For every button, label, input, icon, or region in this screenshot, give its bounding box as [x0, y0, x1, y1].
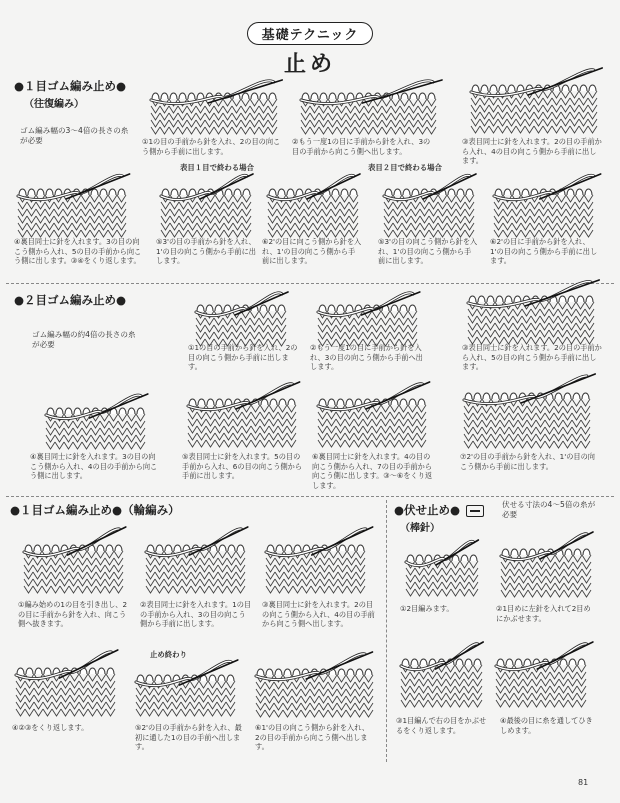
- section2-step4: ④裏目同士に針を入れます。3の目の向こう側から入れ、4の目の手前から向こう側に出します。: [30, 452, 158, 481]
- section4-diagram-4: [490, 640, 595, 708]
- label-end-two-knit: 表目２目で終わる場合: [368, 163, 442, 172]
- section1-diagram-8: [488, 172, 603, 234]
- section4-step4: ④最後の目に糸を通してひきしめます。: [500, 716, 593, 735]
- section3-step2: ②表目同士に針を入れます。1の目の手前から入れ、3の目の向こう側から手前に出します。: [140, 600, 252, 629]
- section1-diagram-7: [378, 172, 478, 234]
- divider-2: [6, 496, 614, 497]
- section4-step3: ③1目編んで右の目をかぶせるをくり返します。: [396, 716, 487, 735]
- section4-diagram-2: [495, 530, 595, 598]
- section2-step3: ③表目同士に針を入れます。2の目の手前から入れ、5の目の向こう側から手前に出します。: [462, 343, 602, 372]
- section3-diagram-4: [10, 648, 120, 718]
- section2-diagram-4: [40, 392, 150, 448]
- label-finish: 止め終わり: [150, 650, 187, 659]
- divider-vertical: [386, 500, 387, 762]
- section2-diagram-6: [312, 380, 432, 448]
- section1-step4: ④裏目同士に針を入れます。3の目の向こう側から入れ、5の目の手前から向こう側に出します。③④をくり返します。: [14, 237, 142, 266]
- section4-note: 伏せる寸法の4～5倍の糸が必要: [502, 500, 596, 520]
- header-title: 止め: [283, 52, 336, 77]
- section2-diagram-5: [182, 380, 302, 448]
- section2-step5: ⑤表目同士に針を入れます。5の目の手前から入れ、6の目の向こう側から手前に出します。: [182, 452, 303, 481]
- section1-end-step1: ⑤3'の目の手前から針を入れ、1'の目の向こう側から手前に出します。: [156, 237, 256, 266]
- section2-diagram-2: [312, 290, 422, 342]
- section4-title: [394, 502, 484, 518]
- section1-diagram-2: [295, 78, 445, 133]
- label-end-one-knit: 表目１目で終わる場合: [180, 163, 254, 172]
- section4-step2: ②1目めに左針を入れて2目めにかぶせます。: [496, 604, 591, 623]
- section2-step7: ⑦2'の目の手前から針を入れ、1'の目の向こう側から手前に出します。: [460, 452, 595, 471]
- section4-step1: ①2目編みます。: [400, 604, 454, 613]
- section2-diagram-3: [462, 278, 602, 342]
- section3-diagram-3: [260, 525, 375, 595]
- section3-step3: ③裏目同士に針を入れます。2の目の向こう側から入れ、4の目の手前から向こう側へ出します。: [262, 600, 375, 629]
- section3-diagram-2: [140, 525, 250, 595]
- section1-step2: ②もう一度1の目に手前から針を入れ、3の目の手前から向こう側へ出します。: [292, 137, 431, 156]
- section3-step4: ④②③をくり返します。: [12, 723, 89, 732]
- section3-step6: ⑥1'の目の向こう側から針を入れ、2の目の手前から向こう側へ出します。: [255, 723, 370, 752]
- section1-diagram-6: [262, 172, 362, 234]
- section1-subtitle: （往復編み）: [24, 99, 84, 110]
- section4-diagram-1: [400, 538, 480, 598]
- section2-step6: ⑥裏目同士に針を入れます。4の目の向こう側から入れ、7の目の手前から向こう側に出します。③～⑥をくり返します。: [312, 452, 433, 491]
- section4-title-text: ●伏せ止め●: [394, 503, 461, 517]
- section1-note: ゴム編み幅の3～4倍の長さの糸が必要: [20, 126, 129, 146]
- section1-end-step4: ⑥2'の目に手前から針を入れ、1'の目の向こう側から手前に出します。: [490, 237, 598, 266]
- section4-subtitle: （棒針）: [400, 523, 440, 534]
- section2-note: ゴム編み幅の約4倍の長さの糸が必要: [32, 330, 136, 350]
- section1-diagram-3: [465, 66, 605, 134]
- section2-step1: ①1の目の手前から針を入れ、2の目の向こう側から手前に出します。: [188, 343, 298, 372]
- section3-diagram-1: [18, 525, 128, 595]
- section1-diagram-5: [155, 172, 255, 234]
- section1-diagram-1: [145, 78, 285, 133]
- cast-off-symbol-icon: [466, 505, 484, 517]
- section3-diagram-5: [130, 658, 240, 718]
- section3-step5: ⑤2'の目の手前から針を入れ、最初に通した1の目の手前へ出します。: [135, 723, 242, 752]
- section2-diagram-7: [458, 372, 598, 448]
- section2-title: ●２目ゴム編み止め●: [14, 293, 127, 307]
- section1-step3: ③表目同士に針を入れます。2の目の手前から入れ、4の目の向こう側から手前に出します。: [462, 137, 602, 166]
- section1-step1: ①1の目の手前から針を入れ、2の目の向こう側から手前に出します。: [142, 137, 281, 156]
- section1-diagram-4: [12, 172, 132, 234]
- section1-end-step3: ⑤3'の目の向こう側から針を入れ、1'の目の向こう側から手前に出します。: [378, 237, 478, 266]
- section1-title: ●１目ゴム編み止め●: [14, 79, 127, 93]
- section4-diagram-3: [395, 640, 485, 708]
- section3-step1: ①編み始めの1の目を引き出し、2の目に手前から針を入れ、向こう側へ抜きます。: [18, 600, 128, 629]
- section3-diagram-6: [250, 650, 375, 718]
- section2-diagram-1: [190, 290, 290, 342]
- section1-end-step2: ⑥2'の目に向こう側から針を入れ、1'の目の向こう側から手前に出します。: [262, 237, 362, 266]
- section2-step2: ②もう一度1の目に手前から針を入れ、3の目の向こう側から手前へ出します。: [310, 343, 423, 372]
- section3-title: ●１目ゴム編み止め●（輪編み）: [10, 503, 180, 517]
- header-subtitle: 基礎テクニック: [247, 22, 374, 45]
- page-number: 81: [578, 778, 589, 787]
